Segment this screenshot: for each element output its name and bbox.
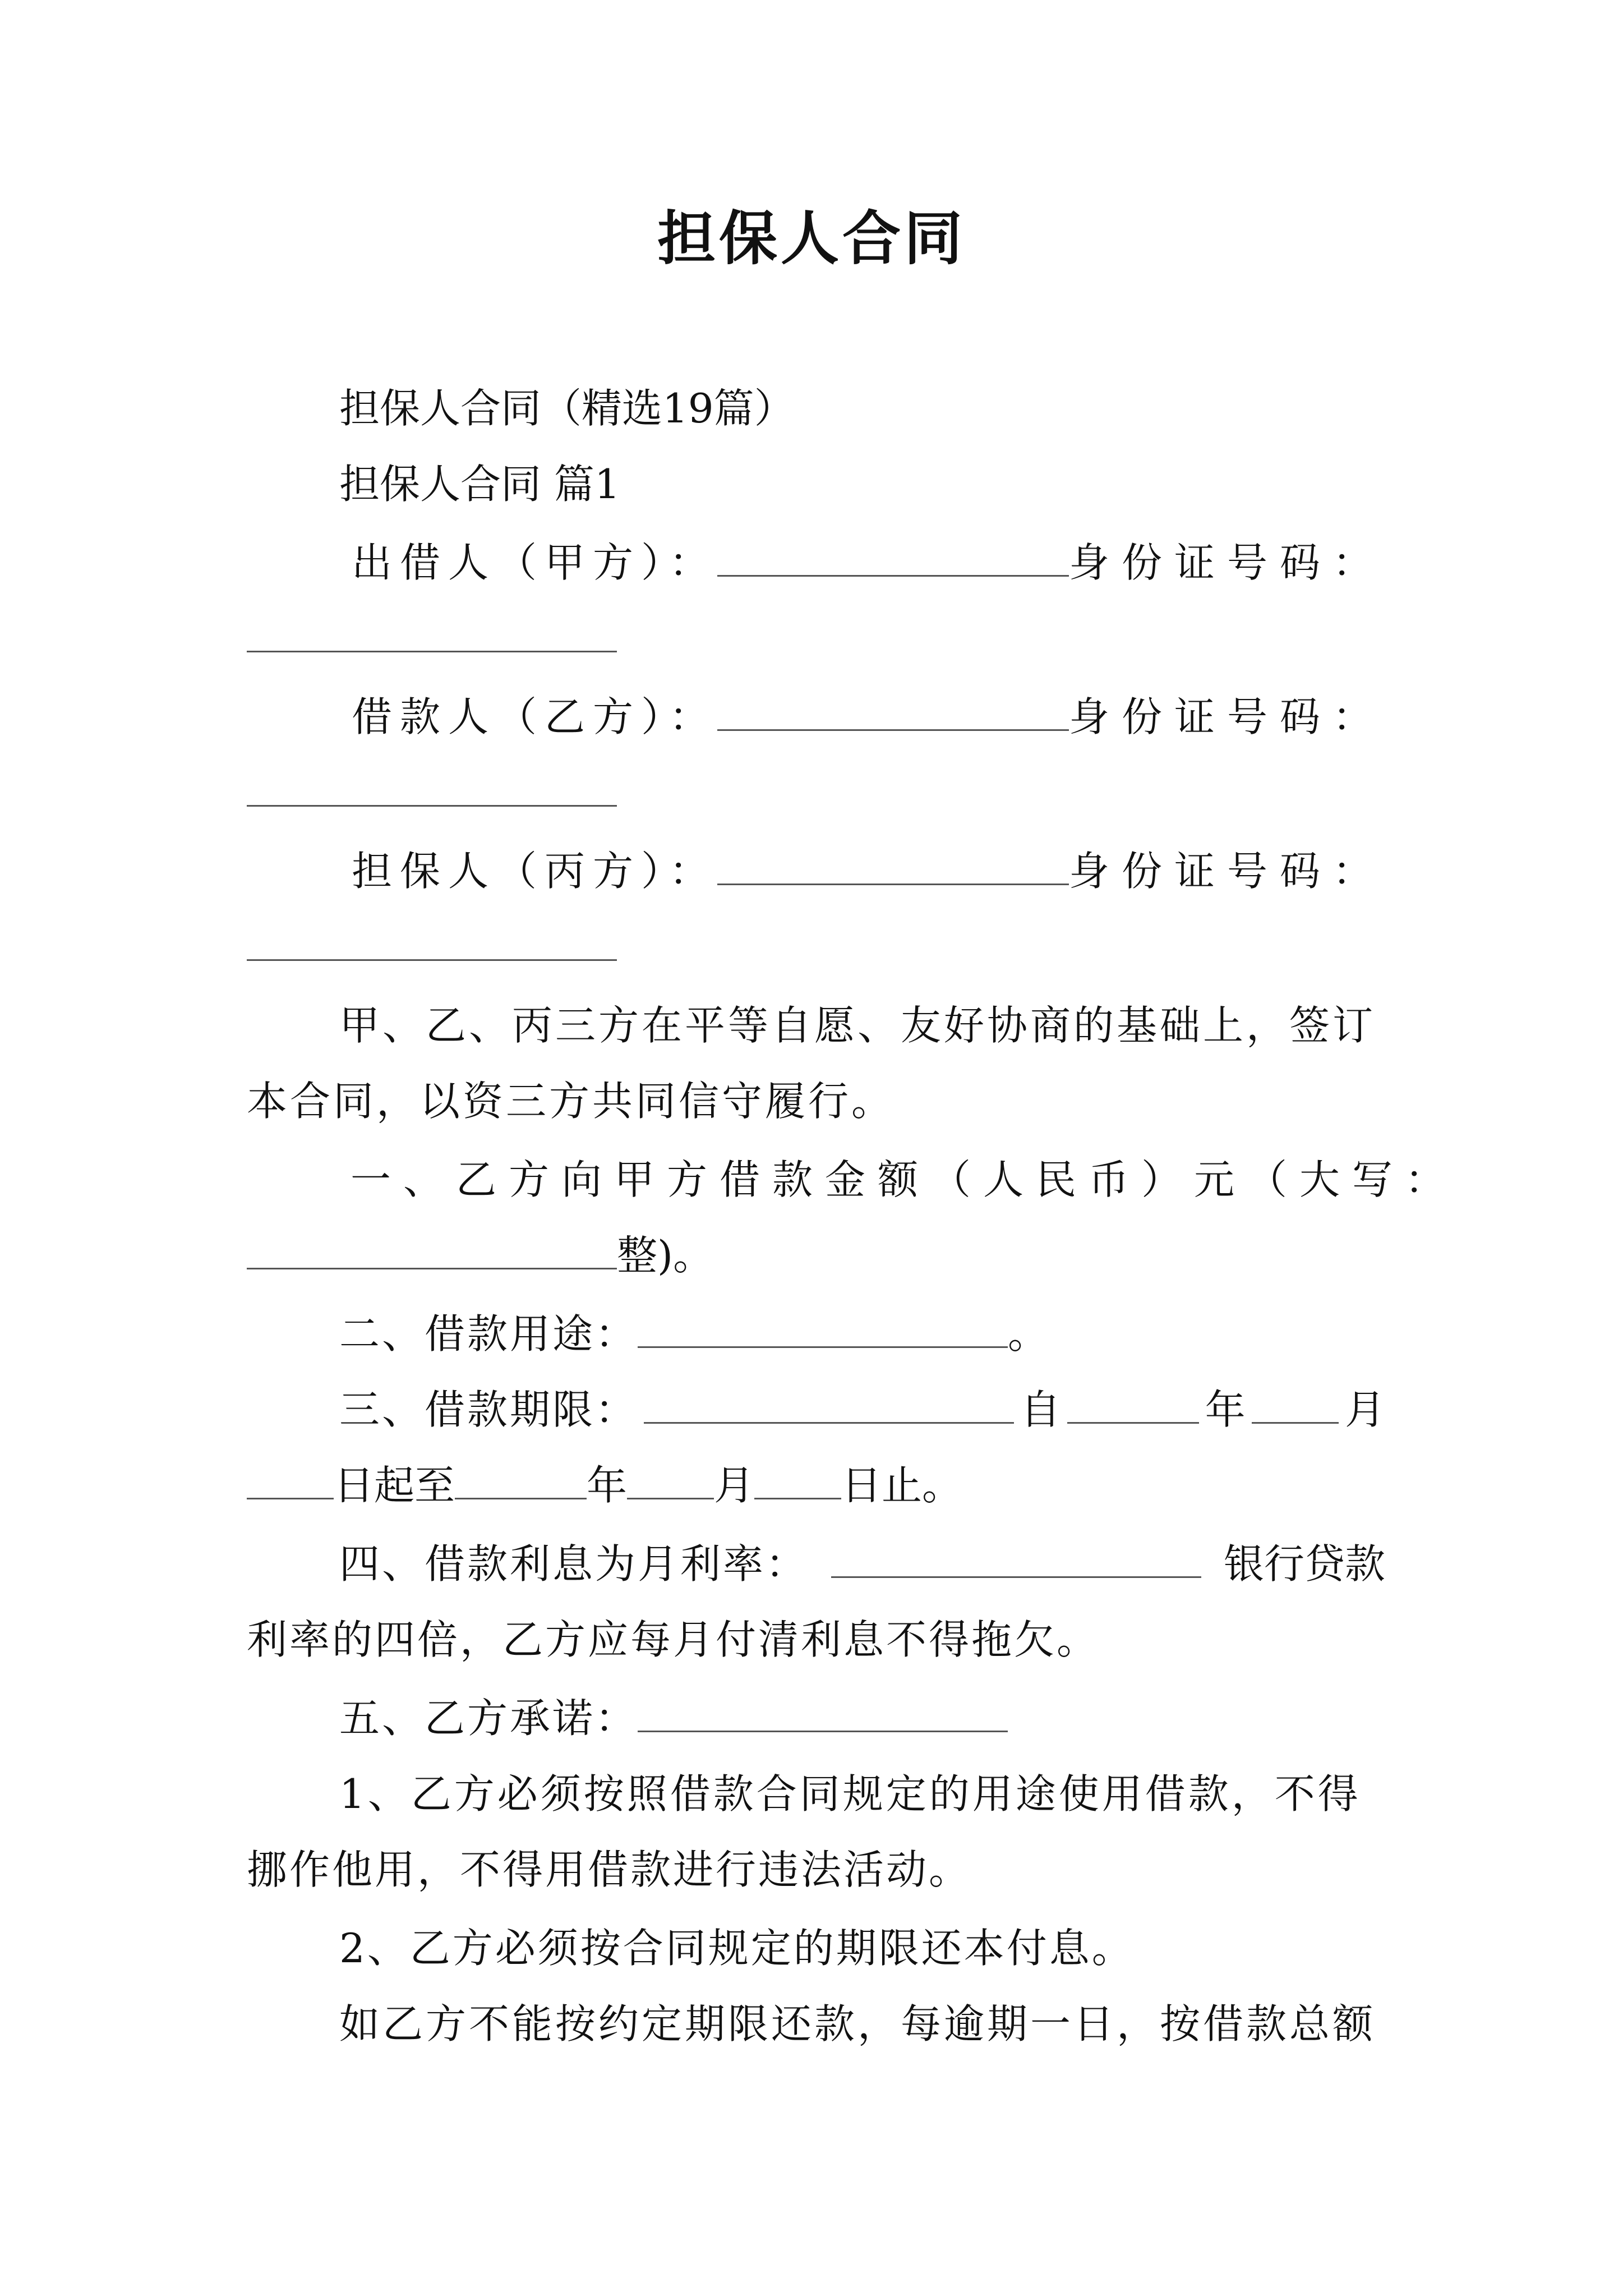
party-borrower-id-label: 身份证号码： (1068, 693, 1385, 740)
party-lender-id-row (247, 611, 1385, 665)
party-guarantor-row (339, 844, 1385, 898)
clause-3-term-blank[interactable] (644, 1387, 1014, 1424)
party-borrower-id-blank[interactable] (247, 770, 617, 807)
clause-5-label: 五、乙方承诺： (339, 1695, 638, 1742)
party-guarantor-id-row (247, 920, 1385, 974)
party-guarantor-id-blank[interactable] (247, 924, 617, 961)
clause-2-label: 二、借款用途： (339, 1310, 638, 1358)
clause-3-from-day-blank[interactable] (247, 1463, 334, 1499)
party-lender-row (339, 536, 1385, 590)
clause-4-label: 四、借款利息为月利率： (339, 1540, 809, 1588)
party-lender-id-blank[interactable] (247, 616, 617, 652)
item-1-line-2: 挪作他用，不得用借款进行违法活动。 (247, 1846, 972, 1893)
clause-4-rate-blank[interactable] (831, 1542, 1201, 1578)
document-subtitle: 担保人合同（精选19篇） (339, 385, 795, 432)
clause-2-line (339, 1307, 1385, 1361)
clause-3-year-label: 年 (1205, 1386, 1246, 1433)
party-guarantor-label: 担保人（丙方）： (352, 848, 718, 895)
clause-3-from: 自 (1020, 1386, 1061, 1433)
clause-3-from-month-blank[interactable] (1252, 1387, 1339, 1424)
clause-3-to-day-blank[interactable] (754, 1463, 841, 1499)
party-guarantor-name-blank[interactable] (717, 849, 1069, 885)
clause-1-line-2 (247, 1228, 1385, 1282)
clause-3-to-month-label: 月 (714, 1462, 755, 1509)
section-heading: 担保人合同 篇1 (339, 461, 620, 508)
clause-3-to-year-blank[interactable] (455, 1463, 587, 1499)
party-guarantor-id-label: 身份证号码： (1068, 848, 1385, 895)
party-borrower-row (339, 690, 1385, 744)
clause-5-promise-blank[interactable] (638, 1696, 1008, 1732)
clause-3-line-1 (339, 1383, 1385, 1437)
item-1-line-1: 1、乙方必须按照借款合同规定的用途使用借款，不得 (339, 1770, 1361, 1818)
party-borrower-label: 借款人（乙方）： (352, 693, 718, 740)
clause-2-purpose-blank[interactable] (638, 1312, 1008, 1348)
clause-2-suffix: 。 (1008, 1310, 1049, 1358)
item-2-line: 2、乙方必须按合同规定的期限还本付息。 (339, 1925, 1135, 1972)
last-line: 如乙方不能按约定期限还款，每逾期一日，按借款总额 (339, 2000, 1376, 2047)
clause-4-line-1 (339, 1537, 1385, 1591)
party-borrower-name-blank[interactable] (717, 694, 1069, 731)
intro-line-2: 本合同，以资三方共同信守履行。 (247, 1078, 895, 1125)
clause-3-to-month-blank[interactable] (627, 1463, 714, 1499)
clause-3-label: 三、借款期限： (339, 1386, 638, 1433)
party-lender-id-label: 身份证号码： (1068, 539, 1385, 586)
party-lender-label: 出借人（甲方）： (352, 539, 718, 586)
document-title: 担保人合同 (657, 204, 966, 273)
clause-1-suffix: 整)。 (617, 1232, 714, 1279)
intro-line-1: 甲、乙、丙三方在平等自愿、友好协商的基础上，签订 (339, 1002, 1376, 1049)
clause-3-day-to: 日止。 (841, 1462, 963, 1509)
clause-3-line-2 (247, 1458, 1385, 1512)
party-borrower-id-row (247, 766, 1385, 820)
clause-5-line (339, 1691, 1385, 1745)
party-lender-name-blank[interactable] (717, 540, 1069, 577)
clause-3-day-from: 日起至 (334, 1462, 455, 1509)
clause-3-from-year-blank[interactable] (1067, 1387, 1199, 1424)
clause-1-line-1: 一、乙方向甲方借款金额（人民币）元（大写： (351, 1156, 1458, 1203)
clause-3-to-year-label: 年 (587, 1462, 628, 1509)
clause-3-month-label: 月 (1344, 1386, 1385, 1433)
clause-4-line-2: 利率的四倍，乙方应每月付清利息不得拖欠。 (247, 1616, 1100, 1663)
clause-4-suffix: 银行贷款 (1223, 1540, 1385, 1588)
clause-1-amount-blank[interactable] (247, 1233, 617, 1269)
